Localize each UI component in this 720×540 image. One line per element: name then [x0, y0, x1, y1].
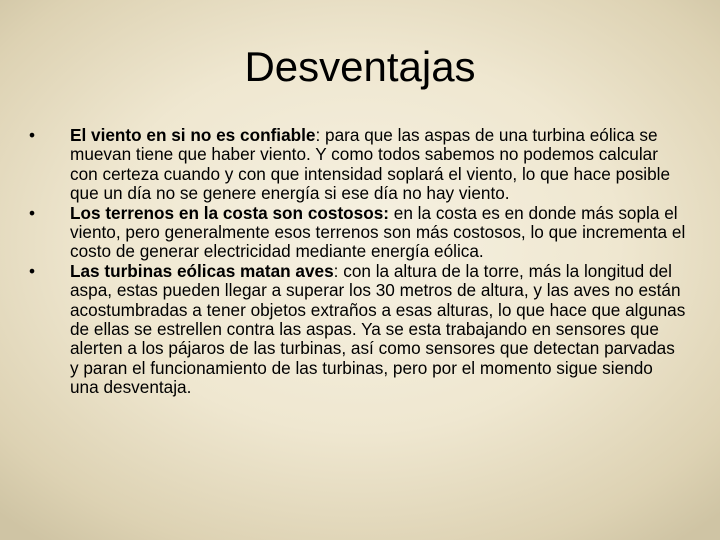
- bullet-heading: El viento en si no es confiable: [70, 125, 316, 145]
- bullet-item-bird-deaths: [26, 262, 686, 398]
- bullet-marker: •: [29, 125, 36, 145]
- bullet-item-unreliable-wind: [26, 126, 686, 204]
- bullet-text: : para que las aspas de una turbina eólica se muevan tiene que haber viento. Y como todos sabemos no podemos calcular con certeza cuando y con que intensidad soplará el viento, lo que hace posible que un día no se genere energía si ese día no hay viento.: [70, 125, 671, 204]
- bullet-heading: Los terrenos en la costa son costosos:: [70, 202, 390, 223]
- bullet-heading: Las turbinas eólicas matan aves: [70, 260, 334, 281]
- bullet-marker: •: [29, 202, 36, 223]
- bullet-text: en la costa es en donde más sopla el viento, pero generalmente esos terrenos son más costosos, lo que incrementa el costo de generar electricidad mediante energía eólica.: [70, 202, 686, 262]
- slide-title: Desventajas: [244, 43, 476, 90]
- bullet-marker: •: [29, 260, 36, 281]
- bullet-item-coastal-land-cost: [26, 204, 686, 262]
- bullet-text: : con la altura de la torre, más la longitud del aspa, estas pueden llegar a superar los 30 metros de altura, y las aves no están acostumbradas a tener objetos extraños a esas alturas, lo que hace que algunas de ellas se estrellen contra las aspas. Ya se esta trabajando en sensores que alerten a los pájaros de las turbinas, así como sensores que detectan parvadas y paran el funcionamiento de las turbinas, pero por el momento sigue siendo una desventaja.: [70, 260, 686, 398]
- bullet-list: [26, 126, 686, 398]
